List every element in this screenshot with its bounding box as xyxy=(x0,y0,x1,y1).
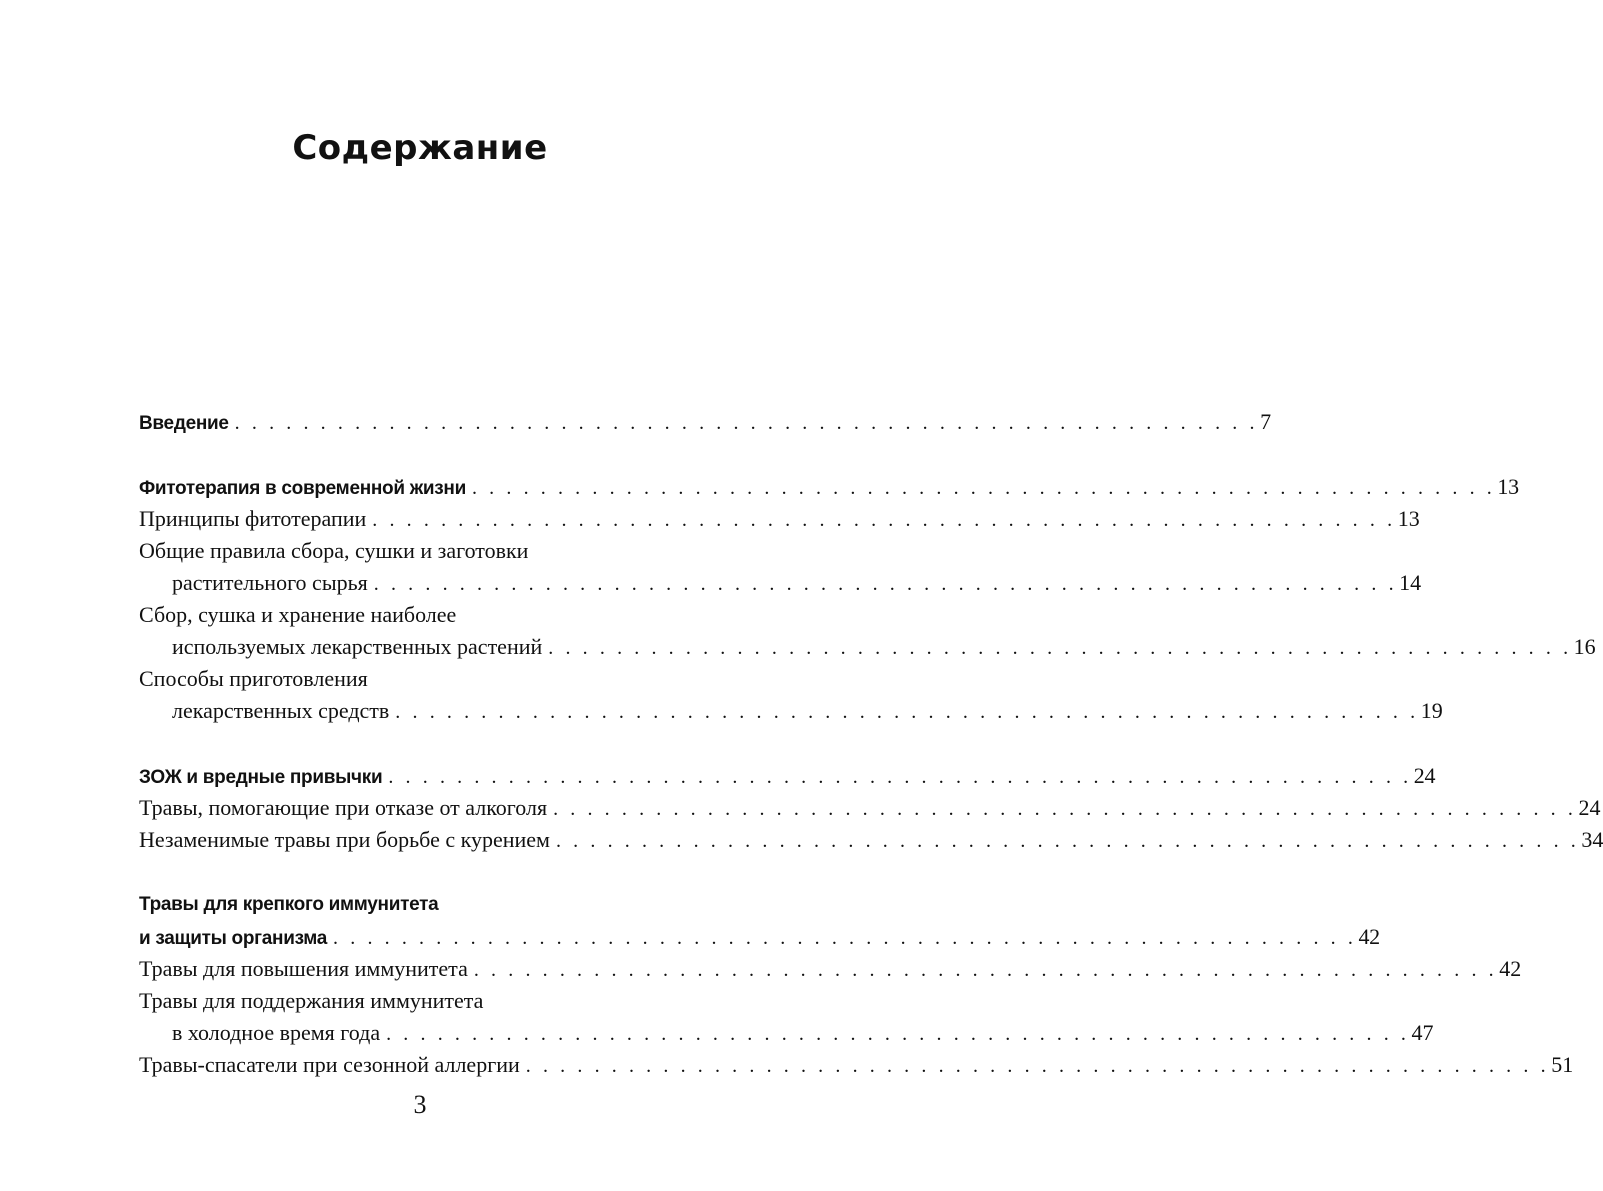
toc-entry-page: 34 xyxy=(1581,827,1603,852)
toc-leader-dots: . . . . . . . . . . . . . . . . . . . . . . . . . . . . . . . . . . . . . . . . . . . . . . . . . . . . . . . . . . . . xyxy=(555,830,1580,852)
toc-entry-label: Травы для повышения иммунитета xyxy=(139,956,468,981)
toc-entry-label: Фитотерапия в современной жизни xyxy=(139,478,466,499)
toc-entry-allergy xyxy=(139,1049,1574,1081)
toc-entry-page: 13 xyxy=(1397,506,1420,531)
toc-entry-general-rules-line1 xyxy=(139,535,742,567)
toc-entry-label: Введение xyxy=(139,413,229,434)
toc-entry-label: Травы для крепкого иммунитета xyxy=(139,894,439,915)
toc-entry-introduction xyxy=(139,406,1271,438)
toc-entry-page: 24 xyxy=(1578,795,1601,820)
toc-leader-dots: . . . . . . . . . . . . . . . . . . . . . . . . . . . . . . . . . . . . . . . . . . . . . . . . . . . . . . . . . . . . xyxy=(525,1055,1550,1077)
toc-leader-dots: . . . . . . . . . . . . . . . . . . . . . . . . . . . . . . . . . . . . . . . . . . . . . . . . . . . . . . . . . . . . xyxy=(395,701,1419,723)
toc-leader-dots: . . . . . . . . . . . . . . . . . . . . . . . . . . . . . . . . . . . . . . . . . . . . . . . . . . . . . . . . . . . . xyxy=(471,477,1496,499)
toc-entry-page: 42 xyxy=(1499,956,1522,981)
toc-entry-label: ЗОЖ и вредные привычки xyxy=(139,767,383,788)
toc-entry-label: лекарственных средств xyxy=(172,698,390,723)
toc-entry-support-immunity-line2 xyxy=(139,1017,1434,1049)
toc-leader-dots: . . . . . . . . . . . . . . . . . . . . . . . . . . . . . . . . . . . . . . . . . . . . . . . . . . . . . . . . . . . . xyxy=(386,1023,1410,1045)
toc-entry-support-immunity-line1 xyxy=(139,985,742,1017)
toc-entry-page: 24 xyxy=(1413,763,1436,788)
toc-entry-page: 13 xyxy=(1497,474,1519,499)
toc-leader-dots: . . . . . . . . . . . . . . . . . . . . . . . . . . . . . . . . . . . . . . . . . . . . . . . . . . . . . . . . . . . . xyxy=(333,927,1357,949)
toc-entry-label: Травы-спасатели при сезонной аллергии xyxy=(139,1052,520,1077)
toc-leader-dots: . . . . . . . . . . . . . . . . . . . . . . . . . . . . . . . . . . . . . . . . . . . . . . . . . . . . . . . . . . . . xyxy=(473,959,1498,981)
toc-entry-page: 14 xyxy=(1399,570,1422,595)
toc-entry-principles xyxy=(139,503,1420,535)
page-title: Содержание xyxy=(292,128,548,168)
toc-entry-page: 19 xyxy=(1420,698,1443,723)
toc-entry-immunity-section-line1 xyxy=(139,889,742,921)
toc-leader-dots: . . . . . . . . . . . . . . . . . . . . . . . . . . . . . . . . . . . . . . . . . . . . . . . . . . . . . . . . . . . . xyxy=(373,573,1398,595)
toc-entry-page: 47 xyxy=(1411,1020,1434,1045)
toc-entry-healthy-lifestyle-section xyxy=(139,760,1436,792)
toc-entry-label: Общие правила сбора, сушки и заготовки xyxy=(139,538,529,563)
toc-entry-collection-line2 xyxy=(139,631,1596,663)
toc-entry-page: 16 xyxy=(1573,634,1596,659)
toc-entry-general-rules-line2 xyxy=(139,567,1422,599)
toc-leader-dots: . . . . . . . . . . . . . . . . . . . . . . . . . . . . . . . . . . . . . . . . . . . . . . . . . . . . . . . . . . . . xyxy=(548,637,1572,659)
toc-leader-dots: . . . . . . . . . . . . . . . . . . . . . . . . . . . . . . . . . . . . . . . . . . . . . . . . . . . . . . . . . . . . xyxy=(372,509,1396,531)
toc-entry-label: используемых лекарственных растений xyxy=(172,634,543,659)
toc-entry-page: 7 xyxy=(1260,409,1271,434)
toc-entry-label: Травы, помогающие при отказе от алкоголя xyxy=(139,795,548,820)
toc-entry-preparation-line2 xyxy=(139,695,1443,727)
toc-entry-label: Сбор, сушка и хранение наиболее xyxy=(139,602,457,627)
toc-entry-alcohol xyxy=(139,792,1601,824)
toc-leader-dots: . . . . . . . . . . . . . . . . . . . . . . . . . . . . . . . . . . . . . . . . . . . . . . . . . . . . . . . . . . . . xyxy=(234,412,1259,434)
toc-entry-label: и защиты организма xyxy=(139,928,328,949)
toc-entry-label: в холодное время года xyxy=(172,1020,381,1045)
toc-entry-label: Травы для поддержания иммунитета xyxy=(139,988,484,1013)
toc-leader-dots: . . . . . . . . . . . . . . . . . . . . . . . . . . . . . . . . . . . . . . . . . . . . . . . . . . . . . . . . . . . . xyxy=(553,798,1577,820)
toc-entry-boost-immunity xyxy=(139,953,1522,985)
toc-entry-preparation-line1 xyxy=(139,663,742,695)
toc-entry-label: Принципы фитотерапии xyxy=(139,506,367,531)
toc-entry-page: 42 xyxy=(1358,924,1380,949)
toc-entry-collection-line1 xyxy=(139,599,742,631)
toc-leader-dots: . . . . . . . . . . . . . . . . . . . . . . . . . . . . . . . . . . . . . . . . . . . . . . . . . . . . . . . . . . . . xyxy=(388,766,1412,788)
table-of-contents xyxy=(139,406,1603,1081)
toc-entry-phytotherapy-section xyxy=(139,471,1519,503)
toc-entry-page: 51 xyxy=(1551,1052,1574,1077)
toc-entry-smoking xyxy=(139,824,1603,856)
toc-entry-immunity-section-line2 xyxy=(139,921,1380,953)
page-number: 3 xyxy=(413,1090,427,1119)
toc-entry-label: растительного сырья xyxy=(172,570,368,595)
toc-entry-label: Незаменимые травы при борьбе с курением xyxy=(139,827,550,852)
toc-entry-label: Способы приготовления xyxy=(139,666,368,691)
